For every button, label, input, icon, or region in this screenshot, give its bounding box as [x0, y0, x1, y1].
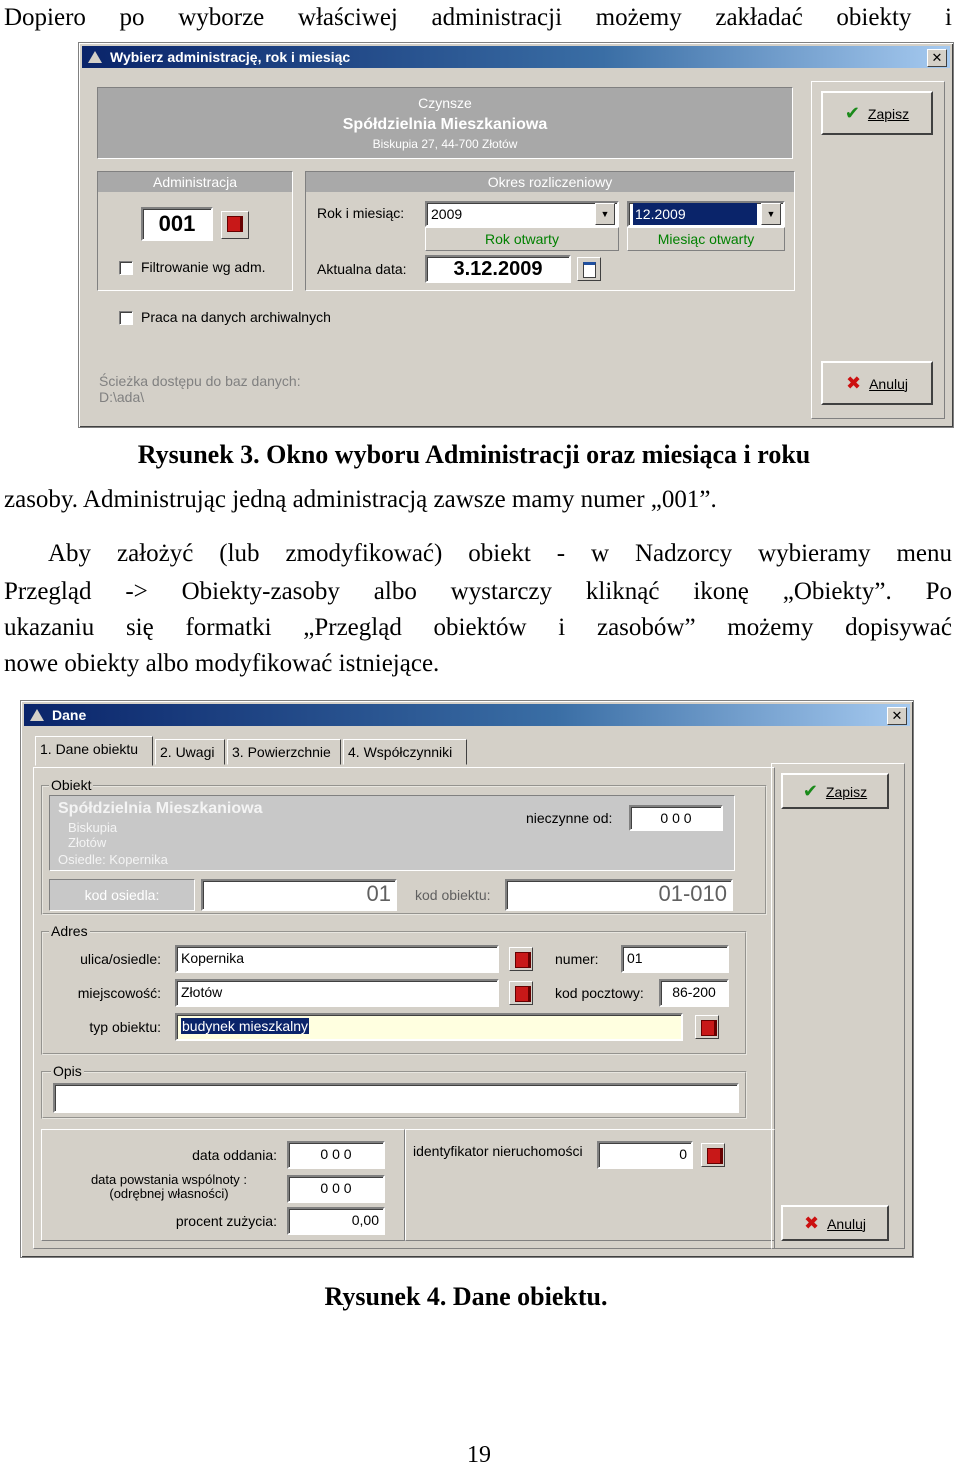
current-date-label: Aktualna data:	[317, 261, 407, 277]
street-label: ulica/osiedle:	[80, 951, 161, 967]
close-icon[interactable]: ✕	[887, 707, 907, 725]
doc-para-line-1: Aby założyć (lub zmodyfikować) obiekt - w Nadzorcy wybieramy menu	[48, 540, 952, 567]
wear-percent-label: procent zużycia:	[175, 1213, 277, 1229]
header-panel	[97, 87, 793, 159]
header-org: Spółdzielnia Mieszkaniowa	[342, 116, 548, 133]
org-street: Biskupia	[68, 820, 118, 835]
doc-para-line-2: Przegląd -> Obiekty-zasoby albo wystarczy kliknąć ikonę „Obiekty”. Po	[4, 578, 952, 605]
check-icon: ✔	[844, 103, 860, 123]
number-field[interactable]: 01	[621, 945, 729, 973]
postal-code-field[interactable]: 86-200	[659, 979, 729, 1007]
calendar-icon[interactable]	[577, 257, 601, 281]
inactive-label: nieczynne od:	[526, 810, 613, 826]
db-path-label: Ścieżka dostępu do baz danych:	[99, 373, 301, 389]
org-name: Spółdzielnia Mieszkaniowa	[58, 800, 263, 817]
estate-code-field[interactable]: 01	[201, 879, 397, 911]
year-select[interactable]: 2009	[425, 201, 619, 227]
city-field[interactable]: Złotów	[175, 979, 499, 1007]
tab-strip	[35, 739, 775, 769]
figure-4-caption: Rysunek 4. Dane obiektu.	[324, 1282, 608, 1311]
doc-para-line-3: ukazaniu się formatki „Przegląd obiektów i zasobów” możemy dopisywać	[4, 614, 952, 641]
community-date-label	[61, 1173, 277, 1201]
tab-areas[interactable]: 3. Powierzchnie	[227, 739, 341, 765]
admin-number-field[interactable]: 001	[141, 207, 213, 241]
wear-percent-field[interactable]: 0,00	[287, 1207, 385, 1235]
property-id-label: identyfikator nieruchomości	[413, 1143, 583, 1159]
cross-icon: ✖	[803, 1213, 820, 1233]
window-title: Wybierz administrację, rok i miesiąc	[110, 49, 351, 65]
doc-para-line-4: nowe obiekty albo modyfikować istniejące.	[4, 650, 440, 677]
handover-date-field[interactable]: 0 0 0	[287, 1141, 385, 1169]
save-button[interactable]: ✔ Zapisz	[781, 773, 889, 809]
archive-label: Praca na danych archiwalnych	[141, 309, 331, 325]
doc-line-1: Dopiero po wyborze właściwej administracji możemy zakładać obiekty i	[4, 4, 952, 31]
object-group-label: Obiekt	[51, 777, 92, 793]
number-label: numer:	[555, 951, 599, 967]
postal-code-label: kod pocztowy:	[555, 985, 644, 1001]
app-icon	[30, 709, 44, 721]
button-column	[771, 763, 905, 1249]
chevron-down-icon[interactable]: ▼	[595, 203, 615, 225]
estate-code-label: kod osiedla:	[49, 879, 195, 911]
cancel-button[interactable]: ✖ Anuluj	[781, 1205, 889, 1241]
inactive-date-field[interactable]: 0 0 0	[629, 805, 723, 831]
tab-coefficients[interactable]: 4. Współczynniki	[343, 739, 467, 765]
window-titlebar	[24, 704, 910, 726]
community-date-label-line2: (odrębnej własności)	[109, 1186, 229, 1201]
description-field[interactable]	[53, 1083, 739, 1113]
check-icon: ✔	[802, 781, 818, 801]
archive-checkbox[interactable]	[119, 311, 133, 325]
app-icon	[88, 51, 102, 63]
period-group-header: Okres rozliczeniowy	[306, 172, 794, 192]
window-title: Dane	[52, 707, 87, 723]
doc-line-2: zasoby. Administrując jedną administracją zawsze mamy numer „001”.	[4, 486, 717, 513]
page-number: 19	[467, 1442, 491, 1468]
year-month-label: Rok i miesiąc:	[317, 205, 405, 221]
city-label: miejscowość:	[77, 985, 161, 1001]
object-code-field[interactable]: 01-010	[505, 879, 733, 911]
filter-label: Filtrowanie wg adm.	[141, 259, 266, 275]
book-icon[interactable]	[701, 1143, 725, 1167]
window-object-data	[20, 700, 914, 1258]
close-icon[interactable]: ✕	[927, 49, 947, 67]
org-city: Złotów	[68, 835, 107, 850]
db-path-value: D:\ada\	[99, 389, 145, 405]
book-icon[interactable]	[695, 1015, 719, 1039]
tab-object-data[interactable]: 1. Dane obiektu	[35, 736, 153, 766]
handover-date-label: data oddania:	[192, 1147, 277, 1163]
object-type-label: typ obiektu:	[89, 1019, 161, 1035]
tab-notes[interactable]: 2. Uwagi	[155, 739, 225, 765]
header-app: Czynsze	[418, 95, 472, 111]
month-status: Miesiąc otwarty	[627, 227, 785, 251]
object-type-value: budynek mieszkalny	[182, 1018, 309, 1034]
object-code-label: kod obiektu:	[415, 887, 491, 903]
header-address: Biskupia 27, 44-700 Złotów	[372, 137, 518, 151]
book-icon[interactable]	[221, 211, 249, 239]
book-icon[interactable]	[509, 981, 533, 1005]
object-type-field[interactable]	[175, 1013, 683, 1041]
address-group-label: Adres	[51, 923, 88, 939]
current-date-field[interactable]: 3.12.2009	[425, 255, 571, 283]
window-titlebar	[82, 46, 950, 68]
community-date-field[interactable]: 0 0 0	[287, 1175, 385, 1203]
figure-3-caption: Rysunek 3. Okno wyboru Administracji oraz miesiąca i roku	[137, 440, 811, 469]
property-id-field[interactable]: 0	[597, 1141, 693, 1169]
admin-group-header: Administracja	[98, 172, 292, 192]
org-estate: Osiedle: Kopernika	[58, 852, 168, 867]
cancel-button[interactable]: ✖ Anuluj	[821, 361, 933, 405]
year-status: Rok otwarty	[425, 227, 619, 251]
month-select-value: 12.2009	[633, 203, 757, 225]
filter-checkbox[interactable]	[119, 261, 133, 275]
window-select-administration	[78, 42, 954, 428]
community-date-label-line1: data powstania wspólnoty :	[90, 1172, 248, 1187]
description-group-label: Opis	[53, 1063, 82, 1079]
save-button[interactable]: ✔ Zapisz	[821, 91, 933, 135]
street-field[interactable]: Kopernika	[175, 945, 499, 973]
book-icon[interactable]	[509, 947, 533, 971]
cross-icon: ✖	[845, 373, 862, 393]
chevron-down-icon[interactable]: ▼	[761, 203, 781, 225]
